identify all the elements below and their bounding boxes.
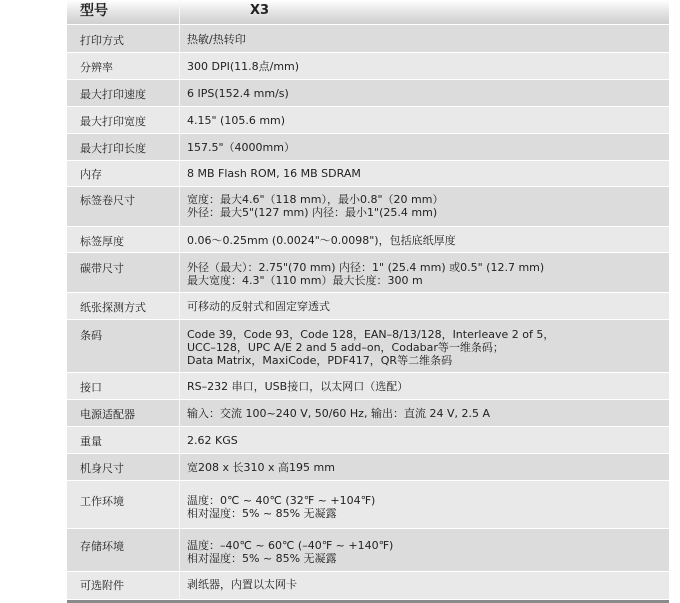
spec-value-line: 157.5"（4000mm） <box>187 141 295 154</box>
spec-label-text: 标签卷尺寸 <box>80 194 135 207</box>
spec-value-line: RS–232 串口，USB接口，以太网口（选配） <box>187 380 409 393</box>
spec-value <box>181 227 669 252</box>
spec-label <box>67 373 180 399</box>
spec-label-text: 最大打印宽度 <box>80 115 146 128</box>
spec-row <box>67 53 669 80</box>
spec-value <box>181 320 669 372</box>
spec-label <box>67 400 180 426</box>
header-model: X3 <box>250 3 270 18</box>
spec-label <box>67 227 180 252</box>
spec-value <box>181 134 669 160</box>
spec-label-text: 存储环境 <box>80 540 124 553</box>
spec-value-line: 宽度：最大4.6"（118 mm），最小0.8"（20 mm） <box>187 193 444 206</box>
spec-label-text: 打印方式 <box>80 34 124 47</box>
spec-label-text: 机身尺寸 <box>80 462 124 475</box>
spec-value <box>181 529 669 571</box>
spec-value-line: 外径（最大）：2.75"(70 mm) 内径：1" (25.4 mm) 或0.5" (12.7 mm) <box>187 261 545 274</box>
spec-value <box>181 187 669 226</box>
spec-value <box>181 481 669 528</box>
spec-value-line: 300 DPI(11.8点/mm) <box>187 60 300 73</box>
spec-value <box>181 53 669 79</box>
spec-value-line: 可移动的反射式和固定穿透式 <box>187 300 330 313</box>
spec-value-line: 相对湿度：5% ~ 85% 无凝露 <box>187 507 337 520</box>
spec-row <box>67 25 669 53</box>
spec-label-text: 接口 <box>80 381 102 394</box>
spec-row <box>67 427 669 454</box>
spec-value-line: 输入：交流 100~240 V, 50/60 Hz, 输出：直流 24 V, 2.5 A <box>187 407 490 420</box>
spec-label-text: 可选附件 <box>80 579 124 592</box>
spec-value-line: 宽208 x 长310 x 高195 mm <box>187 461 335 474</box>
spec-value <box>181 293 669 319</box>
spec-value <box>181 80 669 106</box>
spec-row <box>67 227 669 253</box>
spec-label <box>67 481 180 528</box>
spec-value <box>181 454 669 480</box>
spec-label <box>67 161 180 186</box>
spec-label-text: 内存 <box>80 168 102 181</box>
spec-value <box>181 107 669 133</box>
spec-row <box>67 320 669 373</box>
spec-label <box>67 572 180 599</box>
spec-label <box>67 253 180 292</box>
spec-value-line: Code 39，Code 93，Code 128，EAN–8/13/128，Interleave 2 of 5， <box>187 328 555 341</box>
spec-value-line: 外径：最大5"(127 mm) 内径：最小1"(25.4 mm) <box>187 206 438 219</box>
spec-label-text: 工作环境 <box>80 495 124 508</box>
spec-label <box>67 134 180 160</box>
spec-label <box>67 427 180 453</box>
spec-value <box>181 427 669 453</box>
spec-row <box>67 80 669 107</box>
spec-row <box>67 529 669 572</box>
spec-row <box>67 253 669 293</box>
spec-value-line: 最大宽度：4.3"（110 mm）最大长度：300 m <box>187 274 423 287</box>
spec-row <box>67 293 669 320</box>
spec-value-line: 8 MB Flash ROM, 16 MB SDRAM <box>187 167 361 180</box>
spec-row <box>67 187 669 227</box>
spec-table <box>67 0 669 600</box>
spec-value <box>181 253 669 292</box>
spec-value <box>181 25 669 52</box>
spec-value-line: 相对湿度：5% ~ 85% 无凝露 <box>187 552 337 565</box>
spec-label <box>67 25 180 52</box>
spec-value-line: 2.62 KGS <box>187 434 238 447</box>
spec-row <box>67 373 669 400</box>
spec-value-line: 热敏/热转印 <box>187 33 246 46</box>
spec-value-line: 4.15" (105.6 mm) <box>187 114 286 127</box>
spec-value-line: 剥纸器，内置以太网卡 <box>187 578 297 591</box>
spec-value-line: 温度：–40℃ ~ 60℃ (–40℉ ~ +140℉) <box>187 539 394 552</box>
spec-label <box>67 53 180 79</box>
spec-row <box>67 572 669 600</box>
spec-value-line: 温度：0℃ ~ 40℃ (32℉ ~ +104℉) <box>187 494 376 507</box>
spec-row <box>67 400 669 427</box>
spec-label <box>67 80 180 106</box>
spec-label-text: 纸张探测方式 <box>80 301 146 314</box>
spec-row <box>67 107 669 134</box>
spec-value-line: UCC–128，UPC A/E 2 and 5 add–on，Codabar等一维条码； <box>187 341 504 354</box>
spec-label-text: 条码 <box>80 329 102 342</box>
spec-value-line: 0.06～0.25mm (0.0024"～0.0098")，包括底纸厚度 <box>187 234 456 247</box>
spec-label-text: 标签厚度 <box>80 235 124 248</box>
spec-label <box>67 187 180 226</box>
header-label: 型号 <box>67 0 180 24</box>
spec-label <box>67 293 180 319</box>
spec-label <box>67 529 180 571</box>
spec-label-text: 最大打印速度 <box>80 88 146 101</box>
spec-label-text: 碳带尺寸 <box>80 262 124 275</box>
spec-value <box>181 572 669 599</box>
spec-value <box>181 400 669 426</box>
spec-value <box>181 161 669 186</box>
spec-value-line: 6 IPS(152.4 mm/s) <box>187 87 289 100</box>
spec-value <box>181 373 669 399</box>
spec-row <box>67 161 669 187</box>
spec-label-text: 电源适配器 <box>80 408 135 421</box>
spec-label <box>67 320 180 372</box>
spec-value-line: Data Matrix，MaxiCode，PDF417，QR等二维条码 <box>187 354 453 367</box>
spec-row <box>67 481 669 529</box>
spec-label-text: 最大打印长度 <box>80 142 146 155</box>
spec-row <box>67 454 669 481</box>
header-row <box>67 0 669 25</box>
spec-label <box>67 454 180 480</box>
spec-label-text: 分辨率 <box>80 61 113 74</box>
spec-label-text: 重量 <box>80 435 102 448</box>
spec-row <box>67 134 669 161</box>
spec-label <box>67 107 180 133</box>
